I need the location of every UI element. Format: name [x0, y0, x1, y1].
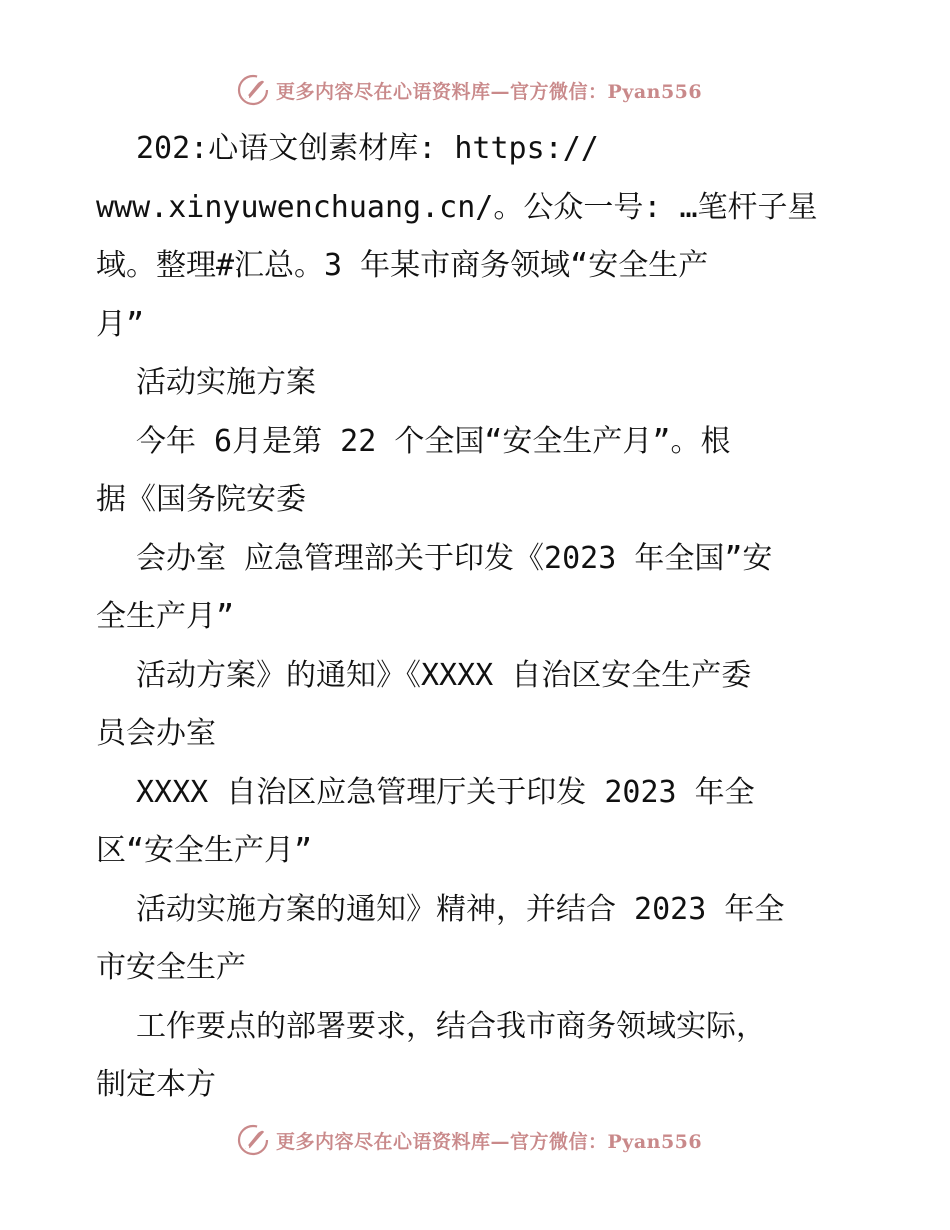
- body-line: www.xinyuwenchuang.cn/。公众一号: …笔杆子星: [96, 189, 818, 225]
- body-line: 市安全生产: [96, 950, 246, 985]
- header-banner-text: 更多内容尽在心语资料库—官方微信：Pyan556: [276, 80, 703, 103]
- body-line: XXXX 自治区应急管理厅关于印发 2023 年全: [136, 774, 755, 810]
- document-body: [96, 120, 866, 1115]
- body-line: 今年 6月是第 22 个全国“安全生产月”。根: [136, 423, 731, 459]
- body-line: 据《国务院安委: [96, 482, 306, 517]
- quill-pen-circle-icon: [236, 1123, 270, 1157]
- body-line: 活动实施方案的通知》精神，并结合 2023 年全: [136, 891, 785, 927]
- body-line: 员会办室: [96, 716, 216, 751]
- body-line: 活动方案》的通知》《XXXX 自治区安全生产委: [136, 657, 752, 693]
- body-line: 工作要点的部署要求，结合我市商务领域实际，: [136, 1008, 766, 1044]
- body-line: 域。整理#汇总。3 年某市商务领域“安全生产: [96, 248, 709, 283]
- body-line: 月”: [96, 306, 145, 342]
- body-line: 制定本方: [96, 1067, 216, 1102]
- footer-banner-text: 更多内容尽在心语资料库—官方微信：Pyan556: [276, 1130, 703, 1153]
- header-banner: [236, 72, 702, 108]
- footer-banner: [236, 1122, 702, 1158]
- body-line: 活动实施方案: [136, 365, 316, 400]
- body-line: 区“安全生产月”: [96, 833, 313, 868]
- body-line: 会办室 应急管理部关于印发《2023 年全国”安: [136, 540, 773, 576]
- body-line: 全生产月”: [96, 599, 235, 634]
- body-line: 202:心语文创素材库: https://: [136, 131, 599, 166]
- quill-pen-circle-icon: [236, 73, 270, 107]
